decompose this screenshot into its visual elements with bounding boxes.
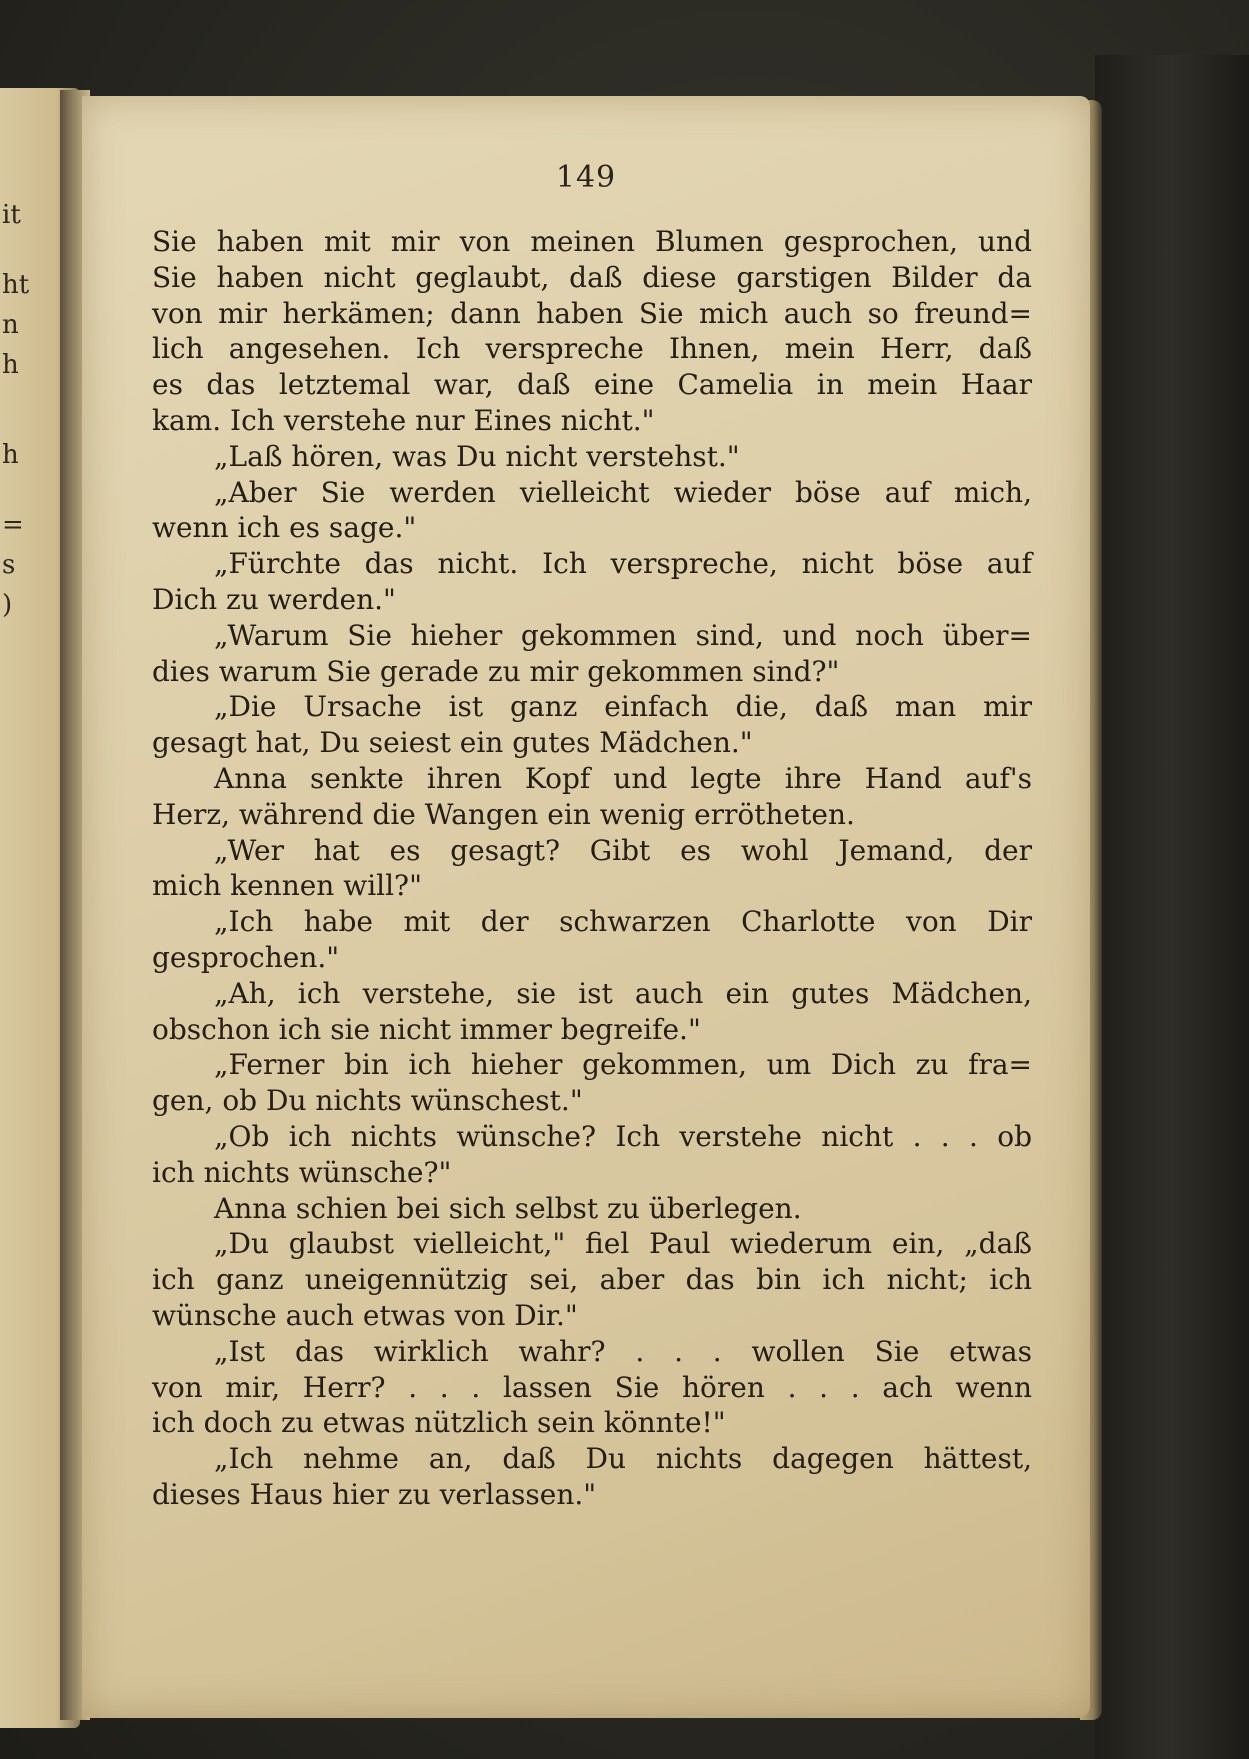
- fragment: s: [2, 550, 16, 580]
- text-line: „Fürchte das nicht. Ich verspreche, nicht böse auf: [214, 547, 1032, 581]
- text-line: „Die Ursache ist ganz einfach die, daß man mir: [214, 690, 1032, 724]
- text-line: von mir herkämen; dann haben Sie mich auch so freund=: [152, 296, 1032, 330]
- fragment: n: [2, 310, 19, 340]
- text-line: Anna schien bei sich selbst zu überlegen.: [214, 1191, 802, 1225]
- text-line: wünsche auch etwas von Dir.": [152, 1298, 578, 1332]
- text-line: ich nichts wünsche?": [152, 1155, 452, 1189]
- text-line: von mir, Herr? . . . lassen Sie hören . . . ach wenn: [152, 1370, 1032, 1404]
- page-number: 149: [555, 160, 617, 195]
- text-line: „Du glaubst vielleicht," fiel Paul wiederum ein, „daß: [214, 1227, 1032, 1261]
- fragment: it: [2, 200, 21, 230]
- text-line: „Ferner bin ich hieher gekommen, um Dich zu fra=: [214, 1048, 1032, 1082]
- fragment: ): [2, 590, 13, 620]
- text-line: „Ah, ich verstehe, sie ist auch ein gutes Mädchen,: [214, 976, 1032, 1010]
- text-line: kam. Ich verstehe nur Eines nicht.": [152, 403, 655, 437]
- text-line: „Ob ich nichts wünsche? Ich verstehe nicht . . . ob: [214, 1119, 1032, 1153]
- text-line: gesprochen.": [152, 940, 340, 974]
- text-line: „Warum Sie hieher gekommen sind, und noch über=: [214, 618, 1032, 652]
- fragment: ht: [2, 270, 30, 300]
- text-line: „Wer hat es gesagt? Gibt es wohl Jemand, der: [214, 833, 1032, 867]
- text-line: mich kennen will?": [152, 869, 422, 903]
- text-line: dieses Haus hier zu verlassen.": [152, 1477, 597, 1511]
- text-line: Dich zu werden.": [152, 582, 396, 616]
- text-line: ich doch zu etwas nützlich sein könnte!": [152, 1406, 726, 1440]
- text-line: „Aber Sie werden vielleicht wieder böse auf mich,: [214, 475, 1032, 509]
- text-line: ich ganz uneigennützig sei, aber das bin ich nicht; ich: [152, 1263, 1032, 1297]
- text-line: „Laß hören, was Du nicht verstehst.": [214, 439, 740, 473]
- text-line: es das letztemal war, daß eine Camelia in mein Haar: [152, 368, 1032, 402]
- text-line: gen, ob Du nichts wünschest.": [152, 1084, 583, 1118]
- text-line: gesagt hat, Du seiest ein gutes Mädchen.": [152, 726, 753, 760]
- fragment: h: [2, 350, 19, 380]
- text-line: wenn ich es sage.": [152, 511, 417, 545]
- text-line: obschon ich sie nicht immer begreife.": [152, 1012, 701, 1046]
- book-binding: [1095, 55, 1249, 1759]
- text-line: „Ich nehme an, daß Du nichts dagegen hättest,: [214, 1442, 1032, 1476]
- fragment: h: [2, 440, 19, 470]
- text-line: Herz, während die Wangen ein wenig errötheten.: [152, 797, 855, 831]
- previous-page-text-fragments: [0, 200, 30, 900]
- page-text: [152, 224, 1032, 1513]
- text-line: Sie haben mit mir von meinen Blumen gesprochen, und: [152, 225, 1032, 258]
- fragment: =: [2, 510, 24, 540]
- text-line: Sie haben nicht geglaubt, daß diese garstigen Bilder da: [152, 260, 1032, 294]
- text-line: „Ist das wirklich wahr? . . . wollen Sie etwas: [214, 1334, 1032, 1368]
- book-page: [82, 96, 1090, 1718]
- text-line: Anna senkte ihren Kopf und legte ihre Hand auf's: [214, 761, 1032, 795]
- text-line: „Ich habe mit der schwarzen Charlotte von Dir: [214, 905, 1032, 939]
- text-line: lich angesehen. Ich verspreche Ihnen, mein Herr, daß: [152, 332, 1032, 366]
- text-line: dies warum Sie gerade zu mir gekommen sind?": [152, 654, 840, 688]
